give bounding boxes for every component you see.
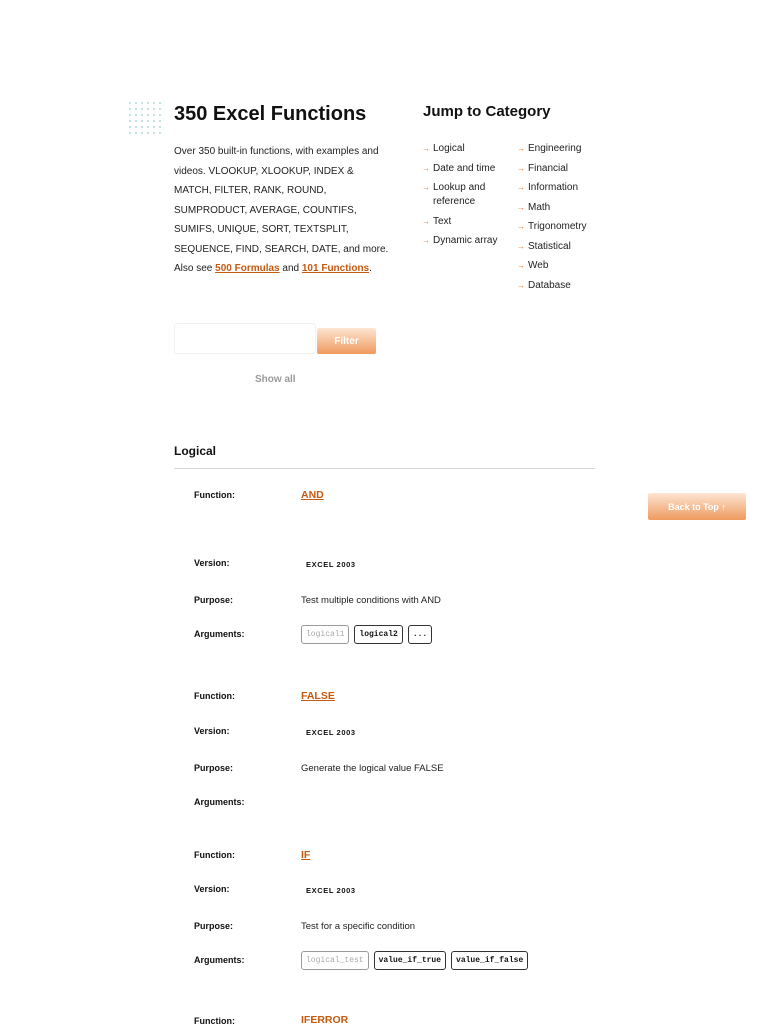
category-link-dynamic-array[interactable]: → Dynamic array	[422, 235, 498, 246]
category-link-math[interactable]: → Math	[517, 201, 551, 213]
function-label: Function:	[194, 691, 235, 701]
category-list-left	[420, 142, 510, 254]
arguments-label: Arguments:	[194, 797, 245, 807]
filter-input[interactable]	[174, 323, 316, 354]
arrow-right-icon: →	[517, 222, 525, 231]
arguments-label: Arguments:	[194, 955, 245, 965]
arrow-right-icon: →	[517, 144, 525, 153]
category-link-information[interactable]: → Information	[517, 182, 579, 193]
argument-chip: ...	[408, 625, 432, 644]
category-link-database[interactable]: → Database	[517, 279, 571, 291]
intro-paragraph	[174, 142, 389, 279]
arrow-right-icon: →	[517, 241, 525, 251]
version-value: EXCEL 2003	[306, 560, 356, 569]
arguments-list	[301, 625, 432, 644]
arrow-right-icon: →	[517, 202, 525, 212]
section-heading-logical: Logical	[174, 444, 217, 458]
purpose-label: Purpose:	[194, 763, 234, 773]
intro-period: .	[369, 263, 372, 274]
arrow-right-icon: →	[517, 280, 525, 290]
category-link-engineering[interactable]: → Engineering	[517, 143, 582, 154]
purpose-value: Test for a specific condition	[301, 921, 416, 932]
function-label: Function:	[194, 1016, 235, 1024]
category-link-statistical[interactable]: → Statistical	[517, 240, 571, 252]
version-value: EXCEL 2003	[306, 728, 356, 737]
purpose-value: Generate the logical value FALSE	[301, 763, 444, 774]
arrow-right-icon: →	[517, 261, 525, 270]
arrow-right-icon: →	[422, 163, 430, 173]
function-label: Function:	[194, 490, 235, 500]
argument-chip: value_if_false	[451, 951, 528, 970]
category-link-web[interactable]: → Web	[517, 260, 549, 271]
function-link-and[interactable]: AND	[301, 489, 324, 501]
intro-and-text: and	[279, 263, 302, 274]
section-divider	[174, 468, 595, 469]
category-list-right	[515, 142, 625, 298]
version-label: Version:	[194, 726, 230, 736]
arrow-right-icon: →	[422, 216, 430, 226]
arrow-right-icon: →	[422, 236, 430, 245]
arguments-list	[301, 951, 528, 970]
function-link-false[interactable]: FALSE	[301, 690, 335, 702]
argument-chip: logical_test	[301, 951, 369, 970]
argument-chip: value_if_true	[374, 951, 446, 970]
version-value: EXCEL 2003	[306, 886, 356, 895]
version-label: Version:	[194, 558, 230, 568]
function-label: Function:	[194, 850, 235, 860]
intro-text: Over 350 built-in functions, with examples and videos. VLOOKUP, XLOOKUP, INDEX & MATCH, FILTER, RANK, ROUND, SUMPRODUCT, AVERAGE, COUNTIFS, SUMIFS, UNIQUE, SORT, TEXTSPLIT, SEQUENCE, FIND, SEARCH, DATE, and more. Also see	[174, 146, 389, 274]
category-link-lookup-and-reference[interactable]: → Lookup and reference	[422, 182, 486, 207]
arrow-right-icon: →	[517, 163, 525, 173]
purpose-label: Purpose:	[194, 595, 234, 605]
argument-chip: logical2	[354, 625, 402, 644]
arguments-label: Arguments:	[194, 629, 245, 639]
function-link-if[interactable]: IF	[301, 849, 311, 861]
purpose-value: Test multiple conditions with AND	[301, 595, 441, 606]
filter-button[interactable]: Filter	[317, 328, 376, 354]
category-link-financial[interactable]: → Financial	[517, 162, 569, 174]
link-500-formulas[interactable]: 500 Formulas	[215, 263, 280, 274]
page-title: 350 Excel Functions	[174, 103, 367, 125]
arrow-right-icon: →	[422, 183, 430, 192]
category-link-logical[interactable]: → Logical	[422, 143, 465, 154]
function-link-iferror[interactable]: IFERROR	[301, 1014, 349, 1024]
version-label: Version:	[194, 884, 230, 894]
arrow-right-icon: →	[517, 183, 525, 192]
category-link-trigonometry[interactable]: → Trigonometry	[517, 221, 587, 232]
back-to-top-button[interactable]: Back to Top ↑	[648, 493, 746, 520]
decorative-dot-grid	[127, 100, 161, 134]
jump-to-category-heading: Jump to Category	[423, 103, 551, 120]
show-all-link[interactable]: Show all	[255, 374, 296, 385]
link-101-functions[interactable]: 101 Functions	[301, 263, 370, 274]
purpose-label: Purpose:	[194, 921, 234, 931]
category-link-date-and-time[interactable]: → Date and time	[422, 162, 496, 174]
category-link-text[interactable]: → Text	[422, 215, 452, 227]
arrow-right-icon: →	[422, 144, 430, 153]
argument-chip: logical1	[301, 625, 349, 644]
